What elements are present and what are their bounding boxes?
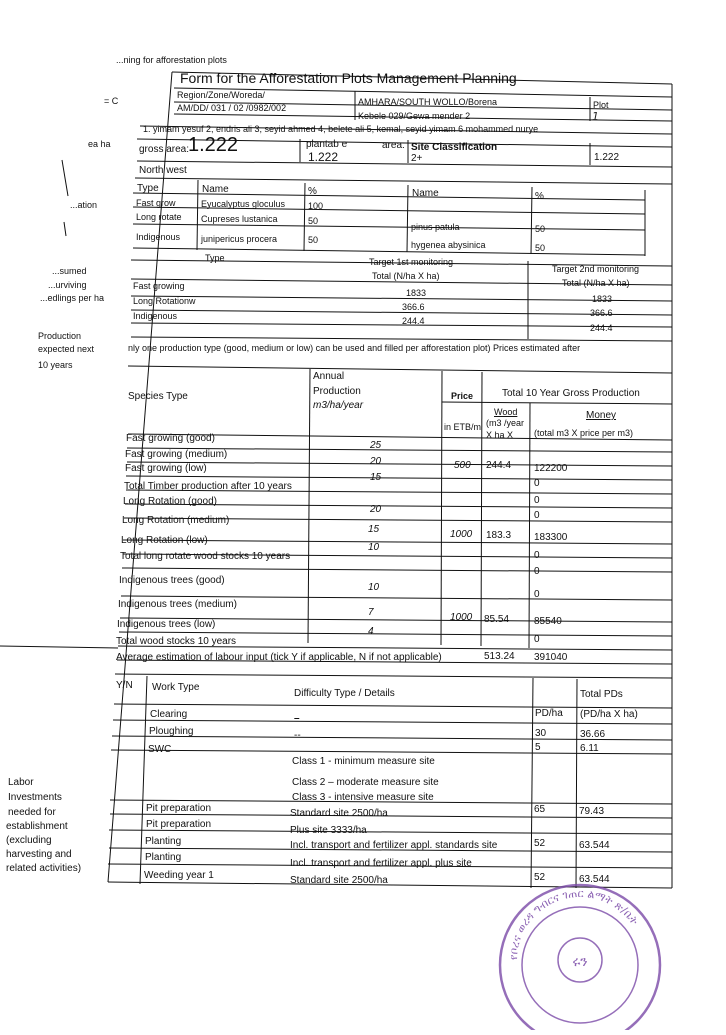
labor-left-label: needed for <box>8 807 56 818</box>
survival-type: Long Rotationw <box>133 296 196 306</box>
prod-row-annual: 20 <box>370 504 382 515</box>
prod-row-label: Fast growing (medium) <box>125 449 228 460</box>
area-left-label: ea ha <box>88 139 111 149</box>
gross-area-label: gross area: <box>139 144 190 155</box>
total-money: 391040 <box>534 652 568 663</box>
plantable-area-label: area: <box>382 140 405 151</box>
labour-total: 36.66 <box>580 729 606 740</box>
annual-header: Production <box>313 386 361 397</box>
prod-row-money: 0 <box>534 510 540 521</box>
species-pct: 50 <box>308 235 319 245</box>
labour-total: 6.11 <box>580 743 599 754</box>
form-title: Form for the Afforestation Plots Management Planning <box>180 70 517 86</box>
production-left-label: expected next <box>38 344 95 354</box>
prod-row-money: 0 <box>534 566 540 577</box>
survival-type: Indigenous <box>133 311 178 321</box>
prod-row-label: Total Timber production after 10 years <box>124 481 292 492</box>
prod-row-annual: 7 <box>368 607 374 618</box>
total-pds-sub: (PD/ha X ha) <box>580 709 638 720</box>
area-right-value: 1.222 <box>594 152 620 163</box>
prod-row-wood: 85.54 <box>484 614 510 625</box>
production-left-label: Production <box>38 331 82 341</box>
kebele-value: Kebele 029/Gewa mender 2 <box>358 111 471 121</box>
labour-total: 79.43 <box>579 806 605 817</box>
labour-note: Average estimation of labour input (tick Y if applicable, N if not applicable) <box>116 652 442 663</box>
labour-work: SWC <box>148 744 172 755</box>
prod-row-annual: 4 <box>368 626 374 637</box>
money-header: Money <box>586 410 617 421</box>
labor-left-label: Labor <box>8 777 34 788</box>
prod-row-label: Indigenous trees (low) <box>117 619 216 630</box>
species-pct: 50 <box>308 216 319 226</box>
yn-header: Y/N <box>116 680 133 691</box>
species-type: Indigenous <box>136 232 181 242</box>
prod-row-label: Indigenous trees (medium) <box>118 599 237 610</box>
prod-row-wood: 183.3 <box>486 530 512 541</box>
labour-pd: 5 <box>535 742 541 753</box>
species-header-type: Type <box>137 183 159 194</box>
pdha-header: PD/ha <box>535 708 563 719</box>
species-name: junipericus procera <box>201 234 278 244</box>
labour-detail: Plus site 3333/ha <box>290 825 367 836</box>
survival-left-label: ...urviving <box>48 280 87 290</box>
prod-row-label: Long Rotation (good) <box>123 496 217 507</box>
prod-row-annual: 15 <box>368 524 380 535</box>
plot-label: Plot <box>593 100 609 110</box>
species-pct2: 50 <box>535 224 546 234</box>
prod-row-money: 0 <box>534 478 540 489</box>
plantable-value: 1.222 <box>308 150 339 164</box>
labour-work: Planting <box>145 836 182 847</box>
aspect: North west <box>139 165 187 176</box>
survival-m1: 244.4 <box>402 316 425 326</box>
page-header: ...ning for afforestation plots <box>116 55 227 65</box>
species-header-pct: % <box>308 186 317 197</box>
species-name2: hygenea abysinica <box>411 240 486 250</box>
prod-row-price: 1000 <box>450 529 473 540</box>
gross-area-value: 1.222 <box>188 134 239 156</box>
labour-pd: 65 <box>534 804 546 815</box>
survival-left-label: ...edlings per ha <box>40 293 105 303</box>
labour-work: Pit preparation <box>146 803 212 814</box>
prod-row-money: 122200 <box>534 463 568 474</box>
species-type-header: Species Type <box>128 391 188 402</box>
prod-row-label: Fast growing (good) <box>126 433 215 444</box>
price-sub: in ETB/m <box>444 422 482 432</box>
owners: 1. yimam yesuf 2, endris ali 3, seyid ahmed 4, belete ali 5, kemal, seyid yimam 6 mohammed nurye <box>143 124 539 134</box>
labour-work: Pit preparation <box>146 819 212 830</box>
stamp-ring-text: የቦረና ወረዳ ግብርና ገጠር ልማት ጽ/ቤት <box>506 886 641 961</box>
stamp-emblem: ሩን <box>572 954 588 970</box>
labour-detail: Class 1 - minimum measure site <box>292 756 435 767</box>
prod-row-annual: 15 <box>370 472 382 483</box>
survival-type: Fast growing <box>133 281 185 291</box>
labour-total: 63.544 <box>579 874 610 885</box>
production-note: nly one production type (good, medium or low) can be used and filled per afforestation plot) Prices estimated after <box>128 343 581 353</box>
prod-row-label: Indigenous trees (good) <box>119 575 225 586</box>
survival-m1-sub: Total (N/ha X ha) <box>372 271 440 281</box>
species-header-name: Name <box>202 184 229 195</box>
plot-number: 1 <box>592 110 599 123</box>
left-mark: = C <box>104 96 119 106</box>
labour-detail: Class 3 - intensive measure site <box>292 792 434 803</box>
survival-m1: 366.6 <box>402 302 425 312</box>
prod-row-annual: 10 <box>368 542 380 553</box>
annual-header: m3/ha/year <box>313 400 364 411</box>
prod-row-label: Long Rotation (low) <box>121 535 208 546</box>
species-pct: 100 <box>308 201 324 211</box>
labour-pd: 30 <box>535 728 547 739</box>
survival-m1: 1833 <box>406 288 427 298</box>
species-header-pct2: % <box>535 191 544 202</box>
wood-header: X ha X <box>486 430 514 440</box>
work-type-header: Work Type <box>152 682 200 693</box>
survival-m1-header: Target 1st monitoring <box>369 257 454 267</box>
labor-left-label: Investments <box>8 792 62 803</box>
species-left-label: ...ation <box>70 200 98 210</box>
species-header-name2: Name <box>412 188 439 199</box>
prod-row-label: Total wood stocks 10 years <box>116 636 237 647</box>
survival-left-label: ...sumed <box>52 266 87 276</box>
labour-detail: -- <box>294 730 301 741</box>
survival-m2-sub: Total (N/ha X ha) <box>562 278 630 288</box>
production-left-label: 10 years <box>38 360 73 370</box>
species-name2: pinus patula <box>411 222 460 232</box>
prod-row-label: Long Rotation (medium) <box>122 515 230 526</box>
region-value: AMHARA/SOUTH WOLLO/Borena <box>358 97 498 107</box>
survival-type-header: Type <box>205 253 225 263</box>
prod-row-money: 0 <box>534 634 540 645</box>
prod-row-wood: 244.4 <box>486 460 512 471</box>
prod-row-money: 85540 <box>534 616 562 627</box>
prod-row-label: Total long rotate wood stocks 10 years <box>120 551 291 562</box>
wood-header: (m3 /year <box>486 418 525 428</box>
annual-header: Annual <box>313 371 345 382</box>
labor-left-label: (excluding <box>6 835 52 846</box>
labor-left-label: harvesting and <box>6 849 72 860</box>
species-type: Fast grow <box>136 198 176 208</box>
labour-detail: Incl. transport and fertilizer appl. standards site <box>290 840 498 851</box>
price-header: Price <box>451 391 474 401</box>
money-sub: (total m3 X price per m3) <box>534 428 634 438</box>
survival-m2: 244.4 <box>590 323 613 333</box>
labour-total: 63.544 <box>579 840 610 851</box>
gross-header: Total 10 Year Gross Production <box>502 388 640 399</box>
survival-m2: 366.6 <box>590 308 613 318</box>
prod-row-label: Fast growing (low) <box>125 463 207 474</box>
prod-row-annual: 25 <box>370 440 382 451</box>
survival-m2-header: Target 2nd monitoring <box>552 264 640 274</box>
labour-detail: Incl. transport and fertilizer appl. plus site <box>290 858 472 869</box>
labour-detail: Standard site 2500/ha <box>290 875 388 886</box>
species-name: Eyucalyptus gloculus <box>201 199 286 209</box>
difficulty-header: Difficulty Type / Details <box>294 688 395 699</box>
wood-header: Wood <box>494 407 518 417</box>
labour-detail: Standard site 2500/ha <box>290 808 388 819</box>
survival-m2: 1833 <box>592 294 613 304</box>
plantable-label: plantab e <box>306 139 348 150</box>
labour-work: Clearing <box>150 709 188 720</box>
labour-work: Ploughing <box>149 726 194 737</box>
labor-left-label: related activities) <box>6 863 82 874</box>
labour-work: Planting <box>145 852 182 863</box>
site-class-label: Site Classification <box>411 142 498 153</box>
total-pds-header: Total PDs <box>580 689 623 700</box>
labour-pd: 52 <box>534 872 546 883</box>
prod-row-annual: 10 <box>368 582 380 593</box>
labour-detail: – <box>294 713 300 724</box>
prod-row-money: 0 <box>534 589 540 600</box>
official-stamp <box>495 880 665 1030</box>
total-wood: 513.24 <box>484 651 515 662</box>
prod-row-money: 0 <box>534 550 540 561</box>
region-label: Region/Zone/Woreda/ <box>177 90 265 100</box>
prod-row-annual: 20 <box>370 456 382 467</box>
prod-row-price: 500 <box>454 460 471 471</box>
prod-row-price: 1000 <box>450 612 473 623</box>
prod-row-money: 0 <box>534 495 540 506</box>
labour-work: Weeding year 1 <box>144 870 214 881</box>
site-class-value: 2+ <box>411 153 423 164</box>
code-label: AM/DD/ 031 / 02 /0982/002 <box>177 103 287 113</box>
labour-detail: Class 2 – moderate measure site <box>292 777 439 788</box>
species-pct2: 50 <box>535 243 546 253</box>
species-name: Cupreses lustanica <box>201 214 278 224</box>
labour-pd: 52 <box>534 838 546 849</box>
prod-row-money: 183300 <box>534 532 568 543</box>
species-type: Long rotate <box>136 212 182 222</box>
labor-left-label: establishment <box>6 821 68 832</box>
